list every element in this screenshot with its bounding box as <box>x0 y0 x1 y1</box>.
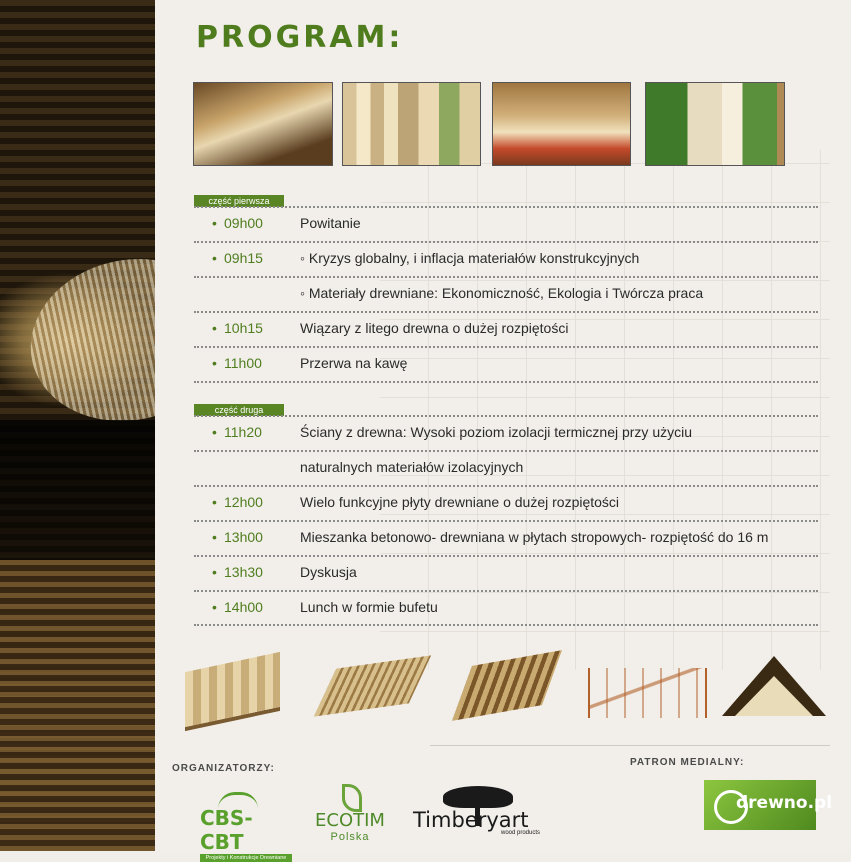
schedule-row <box>194 312 818 346</box>
schedule-text: Powitanie <box>300 215 361 231</box>
cbs-logo-sub: Projekty i Konstrukcje Drewniane <box>200 854 292 862</box>
schedule-row <box>194 242 818 276</box>
folded-panel-product <box>185 652 280 727</box>
schedule-text: Lunch w formie bufetu <box>300 599 438 615</box>
schedule-row <box>194 416 818 450</box>
schedule-text: ◦ Materiały drewniane: Ekonomiczność, Ekologia i Twórcza praca <box>300 285 704 301</box>
timber-logo-name: Timberyart <box>413 808 529 832</box>
page-title: PROGRAM: <box>196 20 404 55</box>
drewno-pl-logo[interactable] <box>704 780 833 830</box>
drewno-logo-name: drewno.pl <box>736 793 833 813</box>
schedule-row <box>194 591 818 625</box>
cbs-cbt-logo <box>200 806 292 862</box>
schedule-row <box>194 207 818 241</box>
dotted-divider <box>194 624 818 626</box>
interior-photo-2 <box>342 82 481 166</box>
schedule-row <box>194 556 818 590</box>
schedule-text: Wielo funkcyjne płyty drewniane o dużej rozpiętości <box>300 494 620 510</box>
schedule-text: Dyskusja <box>300 564 357 580</box>
schedule-row <box>194 486 818 520</box>
truss-hall-product <box>588 668 707 718</box>
wood-vault-shape <box>16 241 155 439</box>
section-tag-part-two: część druga <box>194 404 284 416</box>
section-tag-part-one: część pierwsza <box>194 195 284 207</box>
schedule-text: Przerwa na kawę <box>300 355 408 371</box>
ecotim-logo-name: ECOTIM <box>315 810 385 831</box>
roof-truss-inner <box>735 676 813 716</box>
photo-strip <box>0 82 851 166</box>
schedule-row <box>194 451 818 485</box>
ribbed-slab-product <box>452 650 562 721</box>
slatted-panel-product <box>314 655 431 716</box>
schedule-time: • 10h15 <box>212 320 263 336</box>
product-strip <box>0 648 851 730</box>
schedule-row <box>194 277 818 311</box>
schedule-text: Ściany z drewna: Wysoki poziom izolacji termicznej przy użyciu <box>300 424 692 440</box>
ecotim-logo <box>310 810 390 843</box>
schedule-time: • 09h00 <box>212 215 263 231</box>
ecotim-logo-sub: Polska <box>330 831 370 843</box>
timberyart-logo <box>413 786 543 836</box>
interior-photo-1 <box>193 82 333 166</box>
tree-icon <box>443 786 513 808</box>
schedule-time: • 14h00 <box>212 599 263 615</box>
organizers-label: ORGANIZATORZY: <box>172 763 275 774</box>
schedule-text: Mieszanka betonowo- drewniana w płytach stropowych- rozpiętość do 16 m <box>300 529 769 545</box>
schedule-time: • 12h00 <box>212 494 263 510</box>
schedule-time: • 11h20 <box>212 424 262 440</box>
cbs-logo-name: CBS-CBT <box>200 806 253 854</box>
interior-photo-4 <box>645 82 785 166</box>
schedule-time: • 11h00 <box>212 355 262 371</box>
schedule-time: • 13h30 <box>212 564 263 580</box>
footer-divider <box>430 745 830 746</box>
patron-label: PATRON MEDIALNY: <box>630 757 745 768</box>
schedule-text: naturalnych materiałów izolacyjnych <box>300 459 524 475</box>
timber-logo-sub: wood products <box>501 830 541 836</box>
schedule-row <box>194 521 818 555</box>
schedule-time: • 09h15 <box>212 250 263 266</box>
schedule-time: • 13h00 <box>212 529 263 545</box>
schedule-text: Wiązary z litego drewna o dużej rozpiętości <box>300 320 569 336</box>
interior-photo-3 <box>492 82 631 166</box>
dotted-divider <box>194 381 818 383</box>
schedule-text: ◦ Kryzys globalny, i inflacja materiałów konstrukcyjnych <box>300 250 640 266</box>
schedule-row <box>194 347 818 381</box>
